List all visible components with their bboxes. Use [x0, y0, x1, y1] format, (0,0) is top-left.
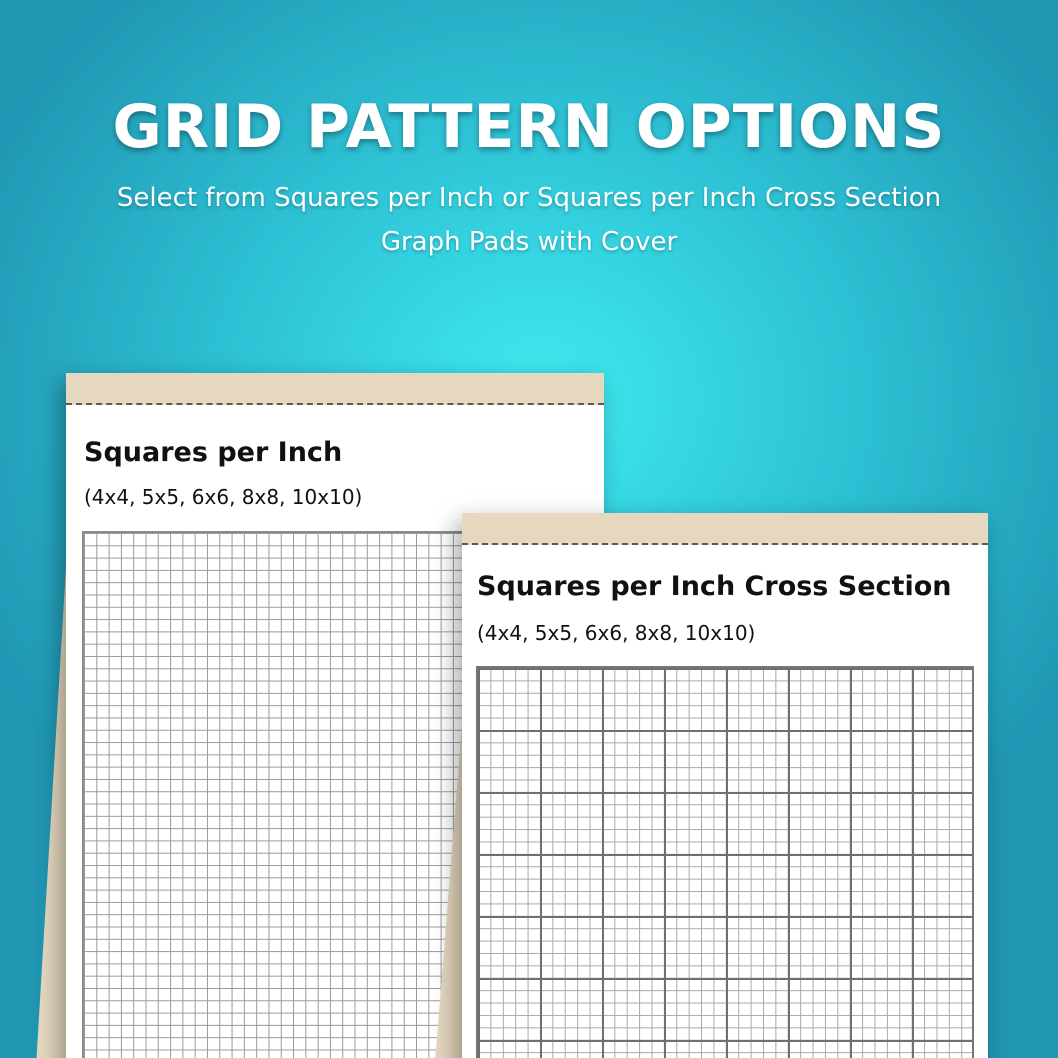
page-subheading [90, 176, 968, 264]
pad-title: Squares per Inch Cross Section [477, 571, 952, 602]
pad-options: (4x4, 5x5, 6x6, 8x8, 10x10) [477, 621, 756, 645]
pad-binding [462, 513, 988, 545]
subheading-line-1: Select from Squares per Inch or Squares per Inch Cross Section [116, 183, 942, 213]
graph-pad-cross-section [462, 513, 988, 1058]
pad-options: (4x4, 5x5, 6x6, 8x8, 10x10) [84, 485, 363, 509]
page-heading: GRID PATTERN OPTIONS [112, 92, 946, 162]
pad-title: Squares per Inch [84, 437, 343, 468]
cross-section-grid [476, 666, 974, 1058]
pad-binding [66, 373, 604, 405]
subheading-line-2: Graph Pads with Cover [380, 227, 678, 257]
